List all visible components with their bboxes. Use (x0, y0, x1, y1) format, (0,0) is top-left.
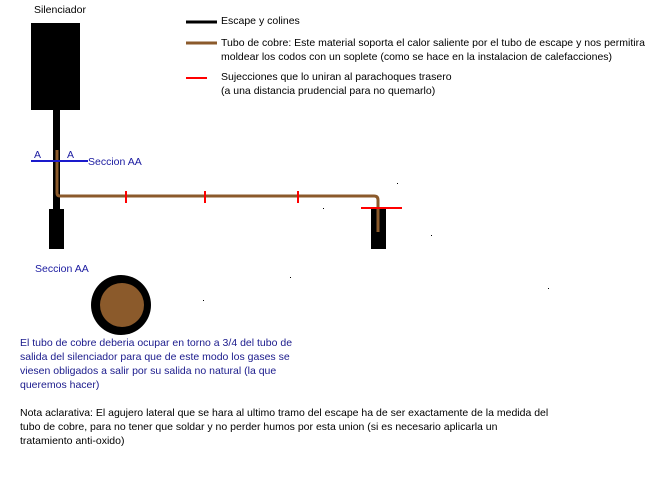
description-line-4: queremos hacer) (20, 379, 100, 391)
note-line-1: Nota aclarativa: El agujero lateral que se hara al ultimo tramo del escape ha de ser exactamente de la medida del (20, 407, 549, 419)
section-aa-label-top: Seccion AA (88, 156, 142, 168)
description-line-2: salida del silenciador para que de este modo los gases se (20, 351, 290, 363)
note-line-3: tratamiento anti-oxido) (20, 435, 125, 447)
legend-escape-text: Escape y colines (221, 15, 300, 27)
stray-dot (548, 288, 549, 289)
legend-cobre-text-1: Tubo de cobre: Este material soporta el calor saliente por el tubo de escape y nos permitira (221, 37, 645, 49)
section-copper-circle (100, 283, 144, 327)
description-line-1: El tubo de cobre deberia ocupar en torno a 3/4 del tubo de (20, 337, 293, 349)
note-line-2: tubo de cobre, para no tener que soldar y no perder humos por esta union (si es necesario aplicarla un (20, 421, 498, 433)
exhaust-stub-left (49, 209, 64, 249)
stray-dot (290, 277, 291, 278)
silencer-box (31, 23, 80, 110)
legend-sujeccion-text-2: (a una distancia prudencial para no quemarlo) (221, 85, 436, 97)
legend-cobre-text-2: moldear los codos con un soplete (como se hace en la instalacion de calefacciones) (221, 51, 613, 63)
description-line-3: viesen obligados a salir por su salida no natural (la que (20, 365, 277, 377)
section-aa-label-bottom: Seccion AA (35, 263, 89, 275)
stray-dot (397, 183, 398, 184)
stray-dot (431, 235, 432, 236)
section-a-left-label: A (34, 149, 42, 161)
legend-sujeccion-text-1: Sujecciones que lo uniran al parachoques trasero (221, 71, 452, 83)
stray-dot (323, 208, 324, 209)
section-a-right-label: A (67, 149, 75, 161)
stray-dot (203, 300, 204, 301)
silencer-label: Silenciador (34, 4, 86, 16)
